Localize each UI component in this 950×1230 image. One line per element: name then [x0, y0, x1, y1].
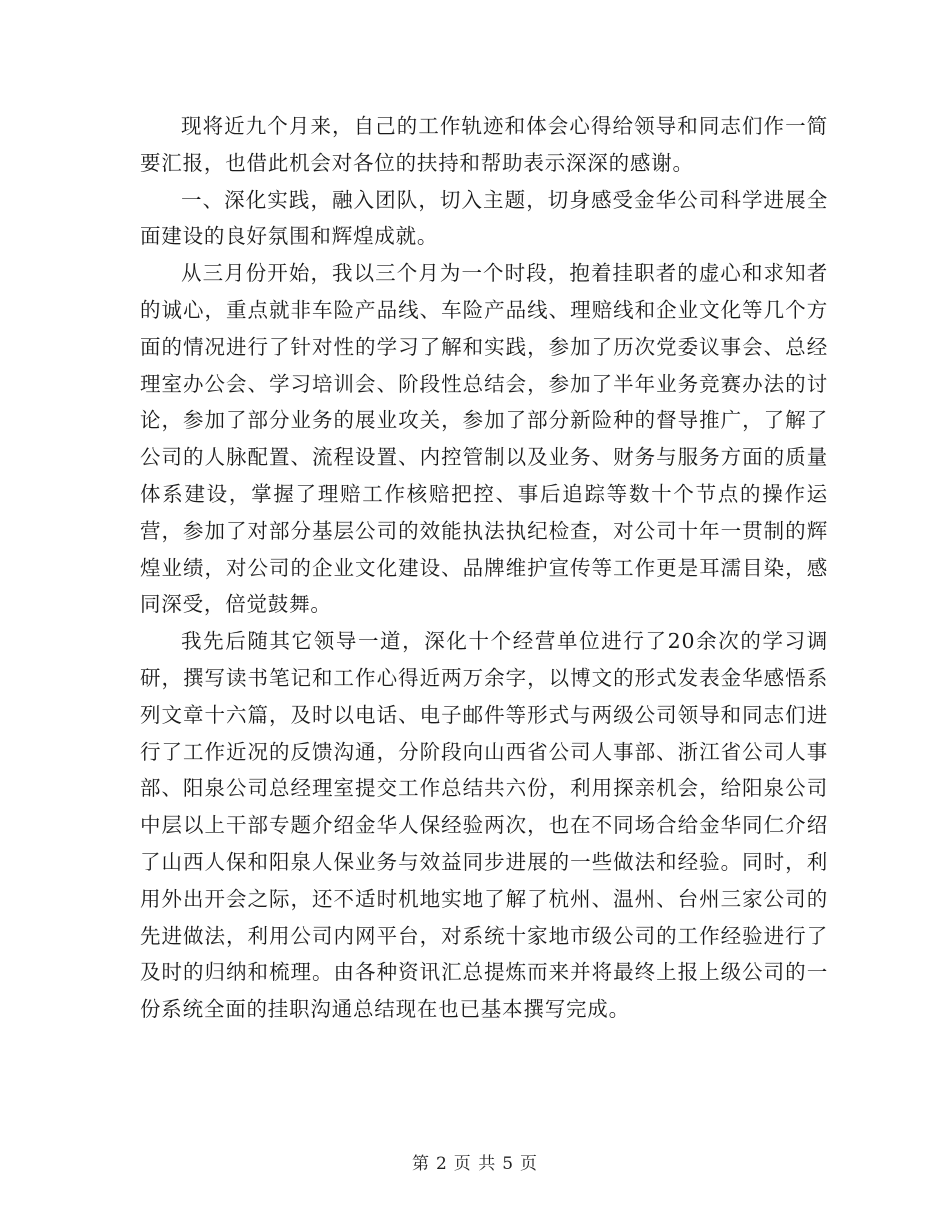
- paragraph-research: 我先后随其它领导一道，深化十个经营单位进行了20余次的学习调研，撰写读书笔记和工作心得近两万余字，以博文的形式发表金华感悟系列文章十六篇，及时以电话、电子邮件等形式与两级公司领导和同志们进行了工作近况的反馈沟通，分阶段向山西省公司人事部、浙江省公司人事部、阳泉公司总经理室提交工作总结共六份，利用探亲机会，给阳泉公司中层以上干部专题介绍金华人保经验两次，也在不同场合给金华同仁介绍了山西人保和阳泉人保业务与效益同步进展的一些做法和经验。同时，利用外出开会之际，还不适时机地实地了解了杭州、温州、台州三家公司的先进做法，利用公司内网平台，对系统十家地市级公司的工作经验进行了及时的归纳和梳理。由各种资讯汇总提炼而来并将最终上报上级公司的一份系统全面的挂职沟通总结现在也已基本撰写完成。: [140, 629, 828, 1022]
- footer-prefix: 第: [411, 1154, 430, 1174]
- paragraph-section-heading: 一、深化实践，融入团队，切入主题，切身感受金华公司科学进展全面建设的良好氛围和辉煌成就。: [140, 187, 828, 249]
- page-footer: [0, 1152, 950, 1176]
- document-body: [140, 108, 828, 1028]
- footer-suffix: 页: [520, 1154, 539, 1174]
- paragraph-practice: 从三月份开始，我以三个月为一个时段，抱着挂职者的虚心和求知者的诚心，重点就非车险产品线、车险产品线、理赔线和企业文化等几个方面的情况进行了针对性的学习了解和实践，参加了历次党委议事会、总经理室办公会、学习培训会、阶段性总结会，参加了半年业务竞赛办法的讨论，参加了部分业务的展业攻关，参加了部分新险种的督导推广，了解了公司的人脉配置、流程设置、内控管制以及业务、财务与服务方面的质量体系建设，掌握了理赔工作核赔把控、事后追踪等数十个节点的操作运营，参加了对部分基层公司的效能执法执纪检查，对公司十年一贯制的辉煌业绩，对公司的企业文化建设、品牌维护宣传等工作更是耳濡目染，感同深受，倍觉鼓舞。: [140, 261, 828, 617]
- footer-mid: 页 共: [453, 1154, 497, 1174]
- footer-total-pages: 5: [502, 1154, 515, 1174]
- paragraph-intro: 现将近九个月来，自己的工作轨迹和体会心得给领导和同志们作一简要汇报，也借此机会对各位的扶持和帮助表示深深的感谢。: [140, 114, 828, 175]
- footer-current-page: 2: [435, 1154, 448, 1174]
